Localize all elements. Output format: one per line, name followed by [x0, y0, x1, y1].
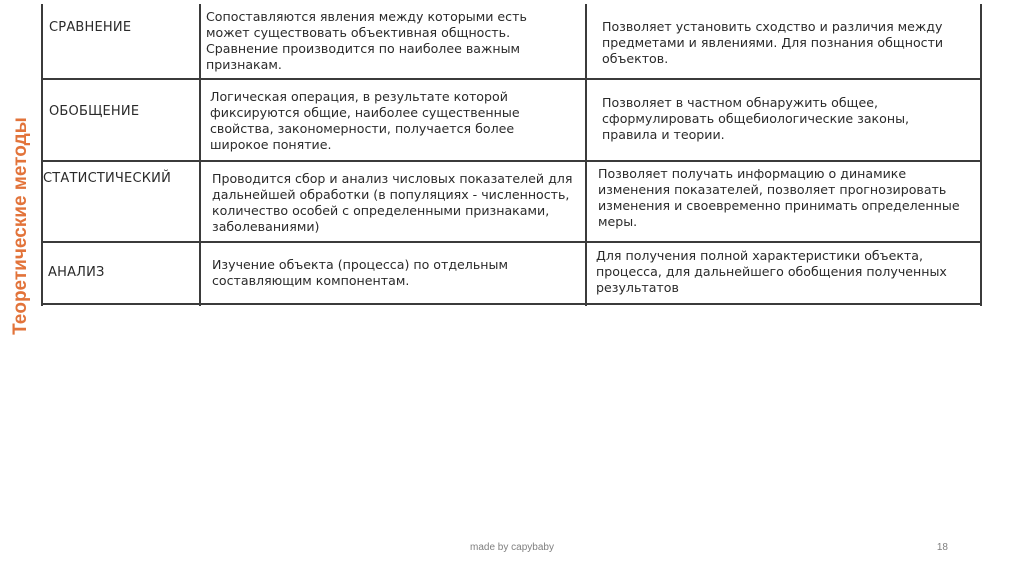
method-name: СТАТИСТИЧЕСКИЙ [43, 171, 172, 186]
method-name: СРАВНЕНИЕ [49, 20, 132, 35]
method-name: ОБОБЩЕНИЕ [49, 104, 140, 119]
method-purpose: Позволяет в частном обнаружить общее, сформулировать общебиологические законы, правила и теории. [602, 95, 910, 142]
method-name: АНАЛИЗ [48, 265, 105, 280]
row-divider-2 [41, 160, 982, 162]
method-description: Проводится сбор и анализ числовых показателей для дальнейшей обработки (в популяциях - численность, количество особей с определенными признаками, заболеваниями) [212, 171, 573, 234]
method-description: Изучение объекта (процесса) по отдельным составляющим компонентам. [212, 257, 508, 288]
table-border-col1 [199, 4, 201, 306]
method-purpose: Позволяет получать информацию о динамике изменения показателей, позволяет прогнозировать изменения и своевременно принимать определенные меры. [598, 166, 960, 229]
side-title: Теоретические методы [10, 117, 31, 335]
table-border-col2 [585, 4, 587, 306]
method-purpose: Позволяет установить сходство и различия между предметами и явлениями. Для познания общности объектов. [602, 19, 944, 66]
row-divider-bottom [41, 303, 982, 305]
row-divider-3 [41, 241, 982, 243]
table-border-right [980, 4, 982, 306]
table-border-left [41, 4, 43, 306]
row-divider-1 [41, 78, 982, 80]
page-number: 18 [936, 542, 948, 553]
method-description: Логическая операция, в результате которой фиксируются общие, наиболее существенные свойства, закономерности, получается более широкое понятие. [210, 89, 520, 152]
method-purpose: Для получения полной характеристики объекта, процесса, для дальнейшего обобщения полученных результатов [596, 248, 947, 295]
footer-credit: made by capybaby [470, 542, 554, 553]
method-description: Сопоставляются явления между которыми есть может существовать объективная общность. Сравнение производится по наиболее важным признакам. [206, 9, 527, 72]
